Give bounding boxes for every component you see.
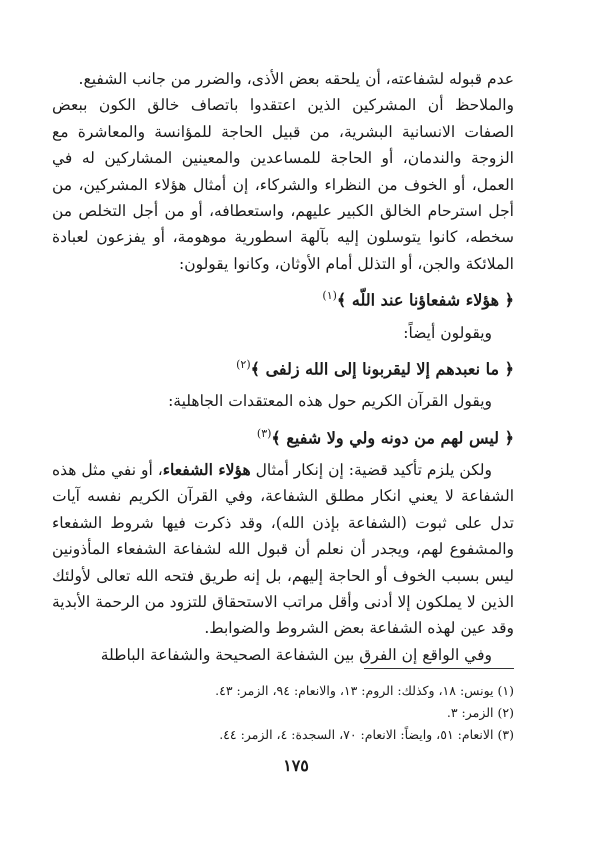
verse-1-text: ﴿ هؤلاء شفعاؤنا عند اللّه ﴾ [336,290,514,310]
quran-verse-3 [52,419,514,453]
footnote-ref-1[interactable]: (١) [322,289,337,303]
verse-2-text: ﴿ ما نعبدهم إلا ليقربونا إلى الله زلفى ﴾ [250,359,514,379]
page-number: ١٧٥ [283,756,309,775]
paragraph-2: والملاحظ أن المشركين الذين اعتقدوا باتصاف خالق الكون ببعض الصفات الانسانية البشرية، من قبيل الحاجة للمؤانسة والمعاشرة مع الزوجة والندمان، أو الحاجة للمساعدين والمعينين المشاركين له في العمل، أو الخوف من النظراء والشركاء، إن أمثال هؤلاء المشركين، من أجل استرحام الخالق الكبير عليهم، واستعطافه، أو من أجل التخلص من سخطه، كانوا يتوسلون إليه بآلهة اسطورية موهومة، أو يفزعون لعبادة الملائكة والجن، أو التذلل أمام الأوثان، وكانوا يقولون: [52,96,514,273]
paragraph-says-also: ويقولون أيضاً: [403,323,492,342]
paragraph-3-emphasis: هؤلاء الشفعاء [162,460,251,480]
paragraph-1: عدم قبوله لشفاعته، أن يلحقه بعض الأذى، والضرر من جانب الشفيع. [78,70,514,88]
footnote-2 [52,702,514,724]
verse-3-text: ﴿ ليس لهم من دونه ولي ولا شفيع ﴾ [271,428,514,448]
footnote-ref-2[interactable]: (٢) [236,357,251,371]
footnote-ref-3[interactable]: (٣) [256,426,272,440]
footnote-3-number: (٣) [497,727,514,742]
paragraph-quran-says: ويقول القرآن الكريم حول هذه المعتقدات الجاهلية: [168,392,492,411]
footnotes [52,680,514,746]
quran-verse-1 [52,281,514,315]
footnote-2-number: (٢) [497,705,514,720]
footnote-3 [52,724,514,746]
quran-verse-2 [52,350,514,384]
footnote-1-number: (١) [497,683,514,698]
paragraph-4: وفي الواقع إن الفرق بين الشفاعة الصحيحة والشفاعة الباطلة [100,645,492,664]
footnote-1 [52,680,514,702]
paragraph-3-rest: ، أو نفي مثل هذه الشفاعة لا يعني انكار مطلق الشفاعة، وفي القرآن الكريم نفسه آيات تدل على ثبوت (الشفاعة بإذن الله)، وقد ذكرت فيها شروط الشفعاء والمشفوع لهم، ويجدر أن نعلم أن قبول الله لشفاعة الشفعاء المأذونين ليس بسبب الخوف أو الحاجة إليهم، بل إنه طريق فتحه الله تعالى لأولئك الذين لا يملكون إلا أدنى وأقل مراتب الاستحقاق للتزود من الرحمة الأبدية وقد عين لهذه الشفاعة بعض الشروط والضوابط. [52,461,514,638]
footnote-divider [364,668,514,669]
footnote-1-text: يونس: ١٨، وكذلك: الروم: ١٣، والانعام: ٩٤، الزمر: ٤٣. [215,683,494,698]
footnote-3-text: الانعام: ٥١، وايضاً: الانعام: ٧٠، السجدة: ٤، الزمر: ٤٤. [219,727,494,742]
main-text [52,66,514,668]
paragraph-3-start: ولكن يلزم تأكيد قضية: إن إنكار أمثال [250,461,492,480]
footnote-2-text: الزمر: ٣. [446,705,494,720]
paragraph-3 [52,457,514,642]
